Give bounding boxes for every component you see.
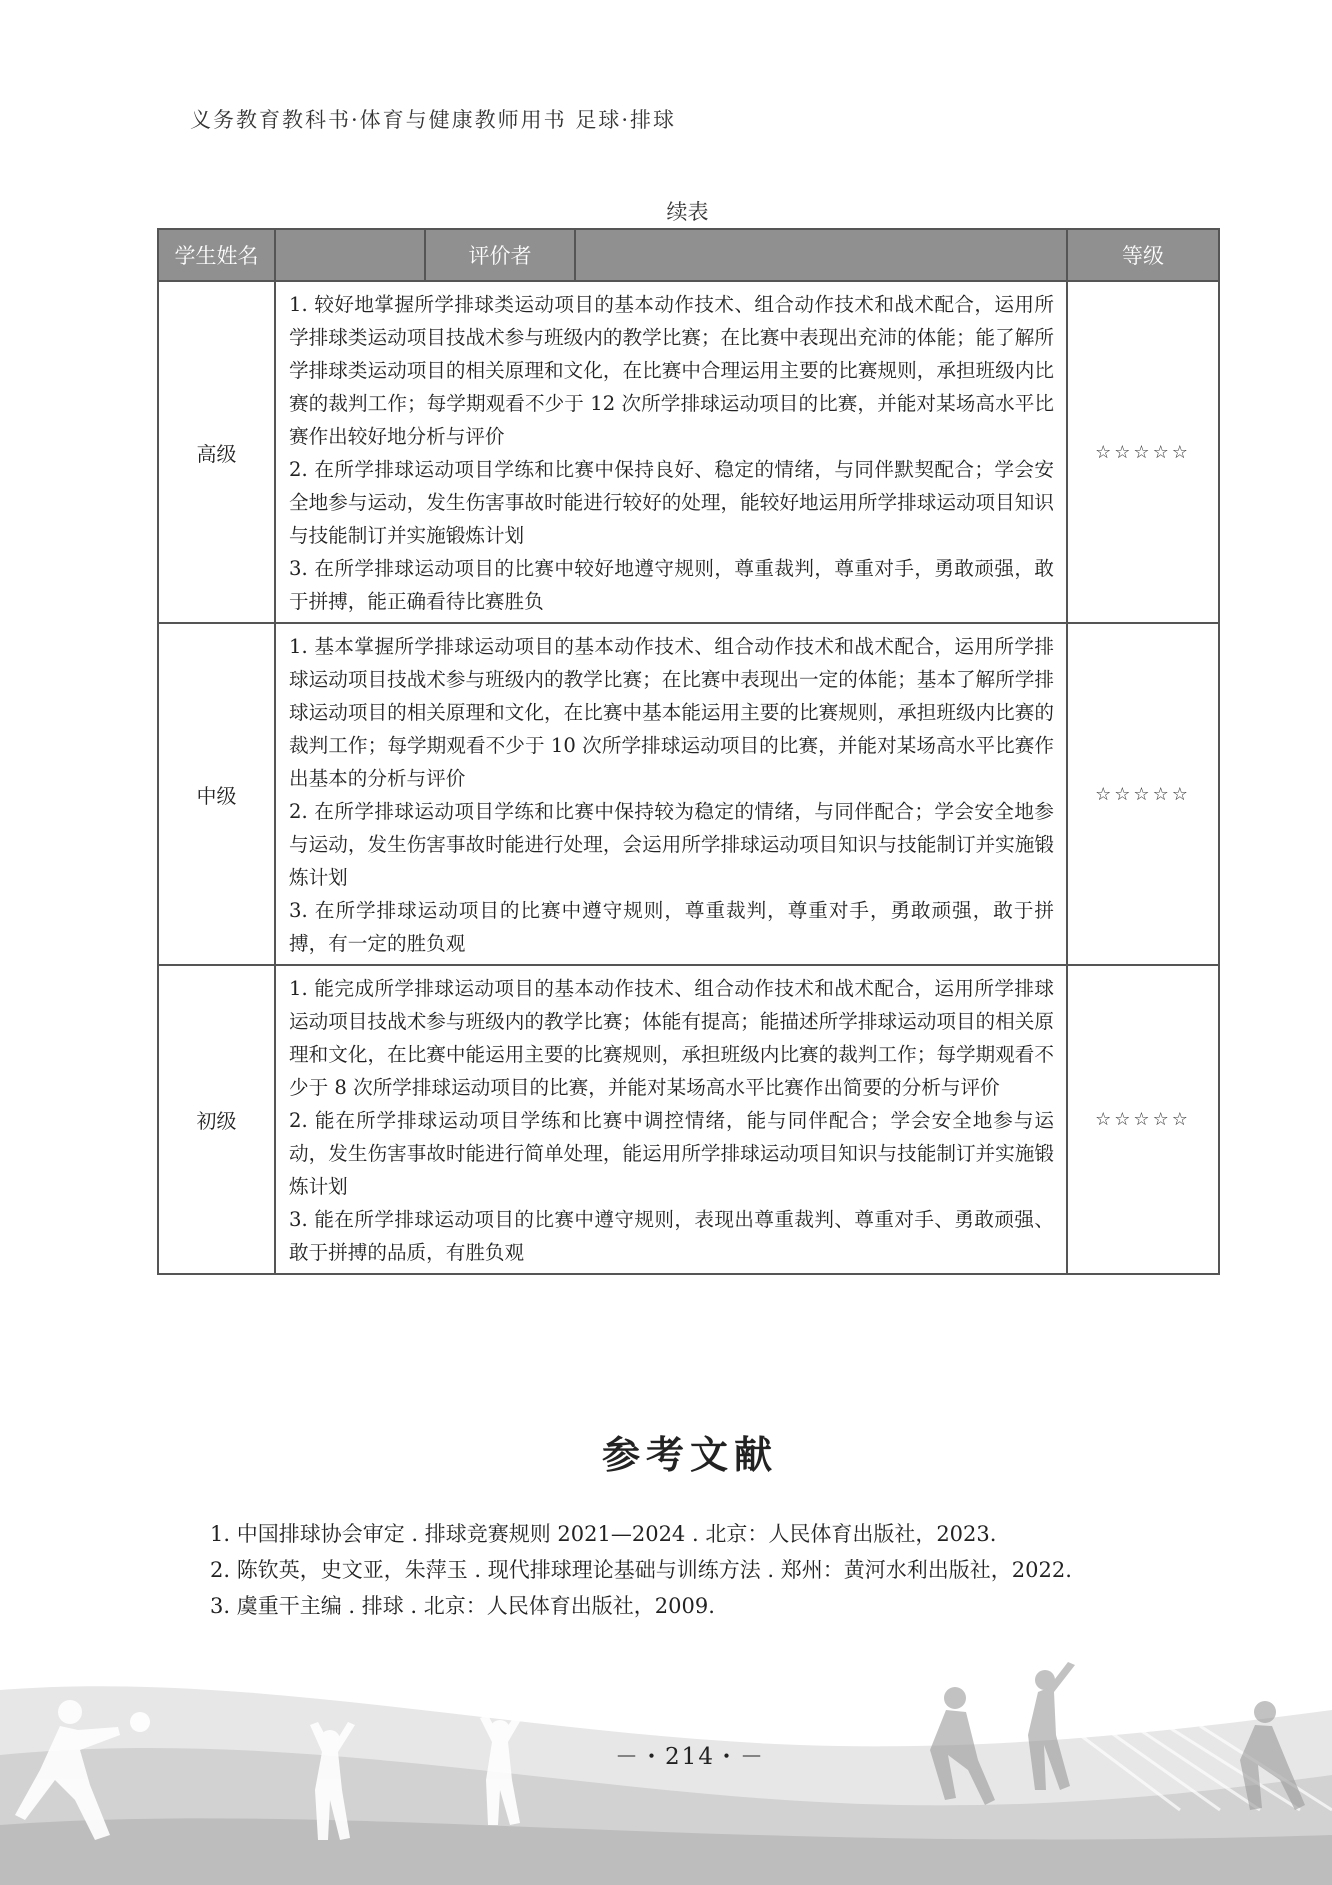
reference-item: 1. 中国排球协会审定 . 排球竞赛规则 2021—2024 . 北京：人民体育出版社，2023.	[210, 1522, 997, 1546]
table-row-advanced	[158, 281, 1219, 623]
reference-item: 2. 陈钦英，史文亚，朱萍玉 . 现代排球理论基础与训练方法 . 郑州：黄河水利出版社，2022.	[210, 1558, 1072, 1582]
criteria-cell	[275, 965, 1067, 1274]
header-blank-cell	[575, 229, 1067, 281]
table-header-row	[158, 229, 1219, 281]
criteria-item: 2. 在所学排球运动项目学练和比赛中保持良好、稳定的情绪，与同伴默契配合；学会安全地参与运动，发生伤害事故时能进行较好的处理，能较好地运用所学排球运动项目知识与技能制订并实施锻炼计划	[289, 458, 1054, 547]
level-label: 初级	[158, 965, 275, 1274]
criteria-item: 2. 能在所学排球运动项目学练和比赛中调控情绪，能与同伴配合；学会安全地参与运动，发生伤害事故时能进行简单处理，能运用所学排球运动项目知识与技能制订并实施锻炼计划	[289, 1109, 1054, 1198]
criteria-item: 3. 能在所学排球运动项目的比赛中遵守规则，表现出尊重裁判、尊重对手、勇敢顽强、敢于拼搏的品质，有胜负观	[289, 1208, 1054, 1264]
level-label: 高级	[158, 281, 275, 623]
star-rating: ☆☆☆☆☆	[1067, 281, 1219, 623]
table-caption: 续表	[666, 200, 709, 224]
references-title: 参考文献	[601, 1432, 778, 1477]
star-rating: ☆☆☆☆☆	[1067, 623, 1219, 965]
criteria-item: 3. 在所学排球运动项目的比赛中较好地遵守规则，尊重裁判，尊重对手，勇敢顽强，敢于拼搏，能正确看待比赛胜负	[289, 557, 1054, 613]
header-blank-cell	[275, 229, 425, 281]
level-label: 中级	[158, 623, 275, 965]
evaluation-table	[157, 228, 1220, 1275]
header-student-name: 学生姓名	[158, 229, 275, 281]
criteria-cell	[275, 281, 1067, 623]
criteria-item: 1. 较好地掌握所学排球类运动项目的基本动作技术、组合动作技术和战术配合，运用所学排球类运动项目技战术参与班级内的教学比赛；在比赛中表现出充沛的体能；能了解所学排球类运动项目的相关原理和文化，在比赛中合理运用主要的比赛规则，承担班级内比赛的裁判工作；每学期观看不少于 12 次所学排球运动项目的比赛，并能对某场高水平比赛作出较好地分析与评价	[289, 293, 1054, 448]
criteria-item: 1. 能完成所学排球运动项目的基本动作技术、组合动作技术和战术配合，运用所学排球运动项目技战术参与班级内的教学比赛；体能有提高；能描述所学排球运动项目的相关原理和文化，在比赛中能运用主要的比赛规则，承担班级内比赛的裁判工作；每学期观看不少于 8 次所学排球运动项目的比赛，并能对某场高水平比赛作出简要的分析与评价	[289, 977, 1054, 1099]
criteria-cell	[275, 623, 1067, 965]
table-row-intermediate	[158, 623, 1219, 965]
header-grade: 等级	[1067, 229, 1219, 281]
criteria-item: 2. 在所学排球运动项目学练和比赛中保持较为稳定的情绪，与同伴配合；学会安全地参与运动，发生伤害事故时能进行处理，会运用所学排球运动项目知识与技能制订并实施锻炼计划	[289, 800, 1054, 889]
criteria-item: 1. 基本掌握所学排球运动项目的基本动作技术、组合动作技术和战术配合，运用所学排球运动项目技战术参与班级内的教学比赛；在比赛中表现出一定的体能；基本了解所学排球运动项目的相关原理和文化，在比赛中基本能运用主要的比赛规则，承担班级内比赛的裁判工作；每学期观看不少于 10 次所学排球运动项目的比赛，并能对某场高水平比赛作出基本的分析与评价	[289, 635, 1054, 790]
star-rating: ☆☆☆☆☆	[1067, 965, 1219, 1274]
reference-item: 3. 虞重干主编 . 排球 . 北京：人民体育出版社，2009.	[210, 1594, 715, 1618]
running-header: 义务教育教科书·体育与健康教师用书 足球·排球	[190, 108, 677, 132]
page-number: －・214・－	[615, 1744, 765, 1770]
table-row-beginner	[158, 965, 1219, 1274]
header-evaluator: 评价者	[425, 229, 575, 281]
criteria-item: 3. 在所学排球运动项目的比赛中遵守规则，尊重裁判，尊重对手，勇敢顽强，敢于拼搏，有一定的胜负观	[289, 899, 1054, 955]
references-list	[157, 1516, 1215, 1624]
